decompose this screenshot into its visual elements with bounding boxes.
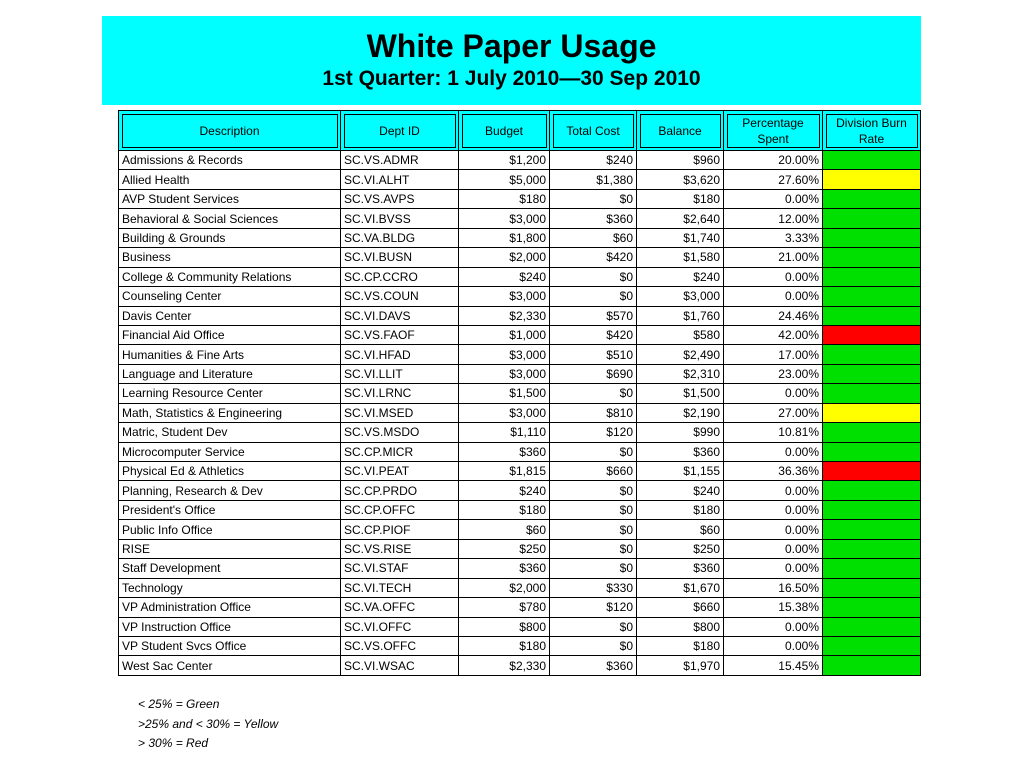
percentage-spent-cell: 24.46% — [724, 306, 823, 325]
dept-id-cell: SC.VI.MSED — [341, 403, 459, 422]
percentage-spent-cell: 12.00% — [724, 209, 823, 228]
percentage-spent-cell: 0.00% — [724, 287, 823, 306]
dept-id-cell: SC.VS.ADMR — [341, 151, 459, 170]
description-cell: VP Instruction Office — [119, 617, 341, 636]
burn-rate-indicator — [823, 462, 921, 481]
burn-rate-indicator — [823, 189, 921, 208]
budget-cell: $360 — [459, 442, 550, 461]
header-balance: Balance — [637, 111, 724, 151]
legend-yellow: >25% and < 30% = Yellow — [138, 716, 279, 731]
total-cost-cell: $0 — [550, 287, 637, 306]
budget-cell: $1,800 — [459, 228, 550, 247]
balance-cell: $1,500 — [637, 384, 724, 403]
page-title: White Paper Usage — [366, 28, 657, 64]
budget-cell: $800 — [459, 617, 550, 636]
total-cost-cell: $60 — [550, 228, 637, 247]
burn-rate-indicator — [823, 656, 921, 675]
description-cell: College & Community Relations — [119, 267, 341, 286]
dept-id-cell: SC.VI.TECH — [341, 578, 459, 597]
table-row — [119, 364, 921, 383]
balance-cell: $2,310 — [637, 364, 724, 383]
budget-cell: $1,815 — [459, 462, 550, 481]
table-row — [119, 423, 921, 442]
balance-cell: $660 — [637, 598, 724, 617]
table-row — [119, 481, 921, 500]
budget-cell: $180 — [459, 500, 550, 519]
table-row — [119, 442, 921, 461]
description-cell: VP Student Svcs Office — [119, 636, 341, 655]
burn-rate-indicator — [823, 617, 921, 636]
description-cell: Business — [119, 248, 341, 267]
balance-cell: $990 — [637, 423, 724, 442]
balance-cell: $800 — [637, 617, 724, 636]
percentage-spent-cell: 3.33% — [724, 228, 823, 247]
percentage-spent-cell: 0.00% — [724, 559, 823, 578]
table-row — [119, 209, 921, 228]
total-cost-cell: $0 — [550, 442, 637, 461]
total-cost-cell: $0 — [550, 636, 637, 655]
table-header-row — [119, 111, 921, 151]
budget-cell: $1,500 — [459, 384, 550, 403]
table-row — [119, 598, 921, 617]
percentage-spent-cell: 15.38% — [724, 598, 823, 617]
header-dept-id: Dept ID — [341, 111, 459, 151]
table-row — [119, 403, 921, 422]
total-cost-cell: $0 — [550, 481, 637, 500]
dept-id-cell: SC.VI.LRNC — [341, 384, 459, 403]
dept-id-cell: SC.VS.FAOF — [341, 325, 459, 344]
description-cell: Learning Resource Center — [119, 384, 341, 403]
total-cost-cell: $1,380 — [550, 170, 637, 189]
balance-cell: $360 — [637, 442, 724, 461]
balance-cell: $2,190 — [637, 403, 724, 422]
burn-rate-indicator — [823, 598, 921, 617]
description-cell: Public Info Office — [119, 520, 341, 539]
budget-cell: $2,000 — [459, 578, 550, 597]
description-cell: Math, Statistics & Engineering — [119, 403, 341, 422]
percentage-spent-cell: 0.00% — [724, 636, 823, 655]
budget-cell: $5,000 — [459, 170, 550, 189]
total-cost-cell: $0 — [550, 539, 637, 558]
table-row — [119, 559, 921, 578]
percentage-spent-cell: 0.00% — [724, 500, 823, 519]
budget-cell: $240 — [459, 481, 550, 500]
burn-rate-indicator — [823, 306, 921, 325]
dept-id-cell: SC.VI.PEAT — [341, 462, 459, 481]
total-cost-cell: $240 — [550, 151, 637, 170]
percentage-spent-cell: 0.00% — [724, 442, 823, 461]
balance-cell: $250 — [637, 539, 724, 558]
paper-usage-table — [118, 110, 921, 676]
burn-rate-indicator — [823, 287, 921, 306]
description-cell: Planning, Research & Dev — [119, 481, 341, 500]
total-cost-cell: $810 — [550, 403, 637, 422]
total-cost-cell: $570 — [550, 306, 637, 325]
total-cost-cell: $0 — [550, 267, 637, 286]
budget-cell: $2,330 — [459, 656, 550, 675]
budget-cell: $3,000 — [459, 345, 550, 364]
dept-id-cell: SC.VS.COUN — [341, 287, 459, 306]
table-row — [119, 384, 921, 403]
percentage-spent-cell: 36.36% — [724, 462, 823, 481]
description-cell: AVP Student Services — [119, 189, 341, 208]
budget-cell: $3,000 — [459, 403, 550, 422]
percentage-spent-cell: 16.50% — [724, 578, 823, 597]
dept-id-cell: SC.VI.OFFC — [341, 617, 459, 636]
table-row — [119, 306, 921, 325]
table-row — [119, 170, 921, 189]
balance-cell: $3,000 — [637, 287, 724, 306]
budget-cell: $180 — [459, 189, 550, 208]
description-cell: Humanities & Fine Arts — [119, 345, 341, 364]
balance-cell: $580 — [637, 325, 724, 344]
budget-cell: $1,200 — [459, 151, 550, 170]
balance-cell: $180 — [637, 189, 724, 208]
dept-id-cell: SC.VS.OFFC — [341, 636, 459, 655]
description-cell: Counseling Center — [119, 287, 341, 306]
table-row — [119, 539, 921, 558]
percentage-spent-cell: 0.00% — [724, 617, 823, 636]
description-cell: Microcomputer Service — [119, 442, 341, 461]
page-subtitle: 1st Quarter: 1 July 2010—30 Sep 2010 — [322, 67, 701, 90]
budget-cell: $250 — [459, 539, 550, 558]
header-description: Description — [119, 111, 341, 151]
balance-cell: $240 — [637, 267, 724, 286]
burn-rate-indicator — [823, 442, 921, 461]
balance-cell: $180 — [637, 636, 724, 655]
table-row — [119, 325, 921, 344]
burn-rate-indicator — [823, 151, 921, 170]
table-row — [119, 636, 921, 655]
dept-id-cell: SC.VI.WSAC — [341, 656, 459, 675]
header-total-cost: Total Cost — [550, 111, 637, 151]
title-banner — [102, 16, 921, 105]
total-cost-cell: $0 — [550, 520, 637, 539]
burn-rate-indicator — [823, 500, 921, 519]
table-body — [119, 151, 921, 676]
dept-id-cell: SC.CP.PIOF — [341, 520, 459, 539]
burn-rate-indicator — [823, 384, 921, 403]
description-cell: Behavioral & Social Sciences — [119, 209, 341, 228]
description-cell: Admissions & Records — [119, 151, 341, 170]
burn-rate-indicator — [823, 539, 921, 558]
description-cell: Matric, Student Dev — [119, 423, 341, 442]
table-row — [119, 462, 921, 481]
percentage-spent-cell: 27.60% — [724, 170, 823, 189]
percentage-spent-cell: 17.00% — [724, 345, 823, 364]
legend — [138, 695, 278, 754]
total-cost-cell: $0 — [550, 500, 637, 519]
balance-cell: $1,740 — [637, 228, 724, 247]
budget-cell: $360 — [459, 559, 550, 578]
budget-cell: $3,000 — [459, 364, 550, 383]
description-cell: President's Office — [119, 500, 341, 519]
burn-rate-indicator — [823, 248, 921, 267]
dept-id-cell: SC.CP.PRDO — [341, 481, 459, 500]
total-cost-cell: $0 — [550, 617, 637, 636]
balance-cell: $1,670 — [637, 578, 724, 597]
balance-cell: $1,580 — [637, 248, 724, 267]
table-row — [119, 617, 921, 636]
budget-cell: $2,330 — [459, 306, 550, 325]
dept-id-cell: SC.VI.STAF — [341, 559, 459, 578]
percentage-spent-cell: 42.00% — [724, 325, 823, 344]
dept-id-cell: SC.VS.MSDO — [341, 423, 459, 442]
budget-cell: $1,110 — [459, 423, 550, 442]
percentage-spent-cell: 0.00% — [724, 189, 823, 208]
table-row — [119, 520, 921, 539]
balance-cell: $960 — [637, 151, 724, 170]
header-budget: Budget — [459, 111, 550, 151]
description-cell: Building & Grounds — [119, 228, 341, 247]
dept-id-cell: SC.CP.OFFC — [341, 500, 459, 519]
total-cost-cell: $360 — [550, 656, 637, 675]
legend-red: > 30% = Red — [138, 736, 209, 750]
burn-rate-indicator — [823, 228, 921, 247]
burn-rate-indicator — [823, 267, 921, 286]
table-row — [119, 267, 921, 286]
description-cell: Language and Literature — [119, 364, 341, 383]
burn-rate-indicator — [823, 345, 921, 364]
table-row — [119, 248, 921, 267]
burn-rate-indicator — [823, 636, 921, 655]
burn-rate-indicator — [823, 423, 921, 442]
budget-cell: $240 — [459, 267, 550, 286]
description-cell: Staff Development — [119, 559, 341, 578]
percentage-spent-cell: 0.00% — [724, 539, 823, 558]
dept-id-cell: SC.VI.BUSN — [341, 248, 459, 267]
balance-cell: $240 — [637, 481, 724, 500]
table-row — [119, 500, 921, 519]
table-row — [119, 345, 921, 364]
header-percentage-spent: Percentage Spent — [724, 111, 823, 151]
dept-id-cell: SC.VI.BVSS — [341, 209, 459, 228]
burn-rate-indicator — [823, 209, 921, 228]
balance-cell: $180 — [637, 500, 724, 519]
total-cost-cell: $420 — [550, 248, 637, 267]
description-cell: Davis Center — [119, 306, 341, 325]
dept-id-cell: SC.VI.ALHT — [341, 170, 459, 189]
table-row — [119, 228, 921, 247]
percentage-spent-cell: 15.45% — [724, 656, 823, 675]
balance-cell: $2,640 — [637, 209, 724, 228]
header-division-burn-rate: Division Burn Rate — [823, 111, 921, 151]
budget-cell: $3,000 — [459, 287, 550, 306]
burn-rate-indicator — [823, 559, 921, 578]
budget-cell: $1,000 — [459, 325, 550, 344]
balance-cell: $2,490 — [637, 345, 724, 364]
dept-id-cell: SC.VS.RISE — [341, 539, 459, 558]
burn-rate-indicator — [823, 364, 921, 383]
balance-cell: $1,970 — [637, 656, 724, 675]
dept-id-cell: SC.VS.AVPS — [341, 189, 459, 208]
table-row — [119, 578, 921, 597]
total-cost-cell: $360 — [550, 209, 637, 228]
table-row — [119, 189, 921, 208]
total-cost-cell: $330 — [550, 578, 637, 597]
description-cell: Financial Aid Office — [119, 325, 341, 344]
description-cell: Technology — [119, 578, 341, 597]
description-cell: Physical Ed & Athletics — [119, 462, 341, 481]
description-cell: Allied Health — [119, 170, 341, 189]
budget-cell: $780 — [459, 598, 550, 617]
table-row — [119, 151, 921, 170]
dept-id-cell: SC.VI.LLIT — [341, 364, 459, 383]
percentage-spent-cell: 0.00% — [724, 481, 823, 500]
dept-id-cell: SC.VI.HFAD — [341, 345, 459, 364]
dept-id-cell: SC.VI.DAVS — [341, 306, 459, 325]
description-cell: VP Administration Office — [119, 598, 341, 617]
total-cost-cell: $0 — [550, 384, 637, 403]
percentage-spent-cell: 20.00% — [724, 151, 823, 170]
budget-cell: $3,000 — [459, 209, 550, 228]
budget-cell: $180 — [459, 636, 550, 655]
dept-id-cell: SC.CP.CCRO — [341, 267, 459, 286]
table-row — [119, 656, 921, 675]
percentage-spent-cell: 10.81% — [724, 423, 823, 442]
percentage-spent-cell: 0.00% — [724, 384, 823, 403]
burn-rate-indicator — [823, 481, 921, 500]
total-cost-cell: $660 — [550, 462, 637, 481]
dept-id-cell: SC.CP.MICR — [341, 442, 459, 461]
percentage-spent-cell: 21.00% — [724, 248, 823, 267]
total-cost-cell: $0 — [550, 189, 637, 208]
percentage-spent-cell: 27.00% — [724, 403, 823, 422]
burn-rate-indicator — [823, 170, 921, 189]
budget-cell: $2,000 — [459, 248, 550, 267]
burn-rate-indicator — [823, 403, 921, 422]
total-cost-cell: $510 — [550, 345, 637, 364]
legend-green: < 25% = Green — [138, 697, 220, 711]
balance-cell: $3,620 — [637, 170, 724, 189]
table-row — [119, 287, 921, 306]
percentage-spent-cell: 0.00% — [724, 267, 823, 286]
burn-rate-indicator — [823, 325, 921, 344]
burn-rate-indicator — [823, 520, 921, 539]
dept-id-cell: SC.VA.OFFC — [341, 598, 459, 617]
percentage-spent-cell: 23.00% — [724, 364, 823, 383]
balance-cell: $360 — [637, 559, 724, 578]
total-cost-cell: $420 — [550, 325, 637, 344]
dept-id-cell: SC.VA.BLDG — [341, 228, 459, 247]
description-cell: RISE — [119, 539, 341, 558]
burn-rate-indicator — [823, 578, 921, 597]
balance-cell: $1,155 — [637, 462, 724, 481]
percentage-spent-cell: 0.00% — [724, 520, 823, 539]
total-cost-cell: $120 — [550, 423, 637, 442]
balance-cell: $1,760 — [637, 306, 724, 325]
description-cell: West Sac Center — [119, 656, 341, 675]
total-cost-cell: $120 — [550, 598, 637, 617]
total-cost-cell: $690 — [550, 364, 637, 383]
budget-cell: $60 — [459, 520, 550, 539]
total-cost-cell: $0 — [550, 559, 637, 578]
balance-cell: $60 — [637, 520, 724, 539]
